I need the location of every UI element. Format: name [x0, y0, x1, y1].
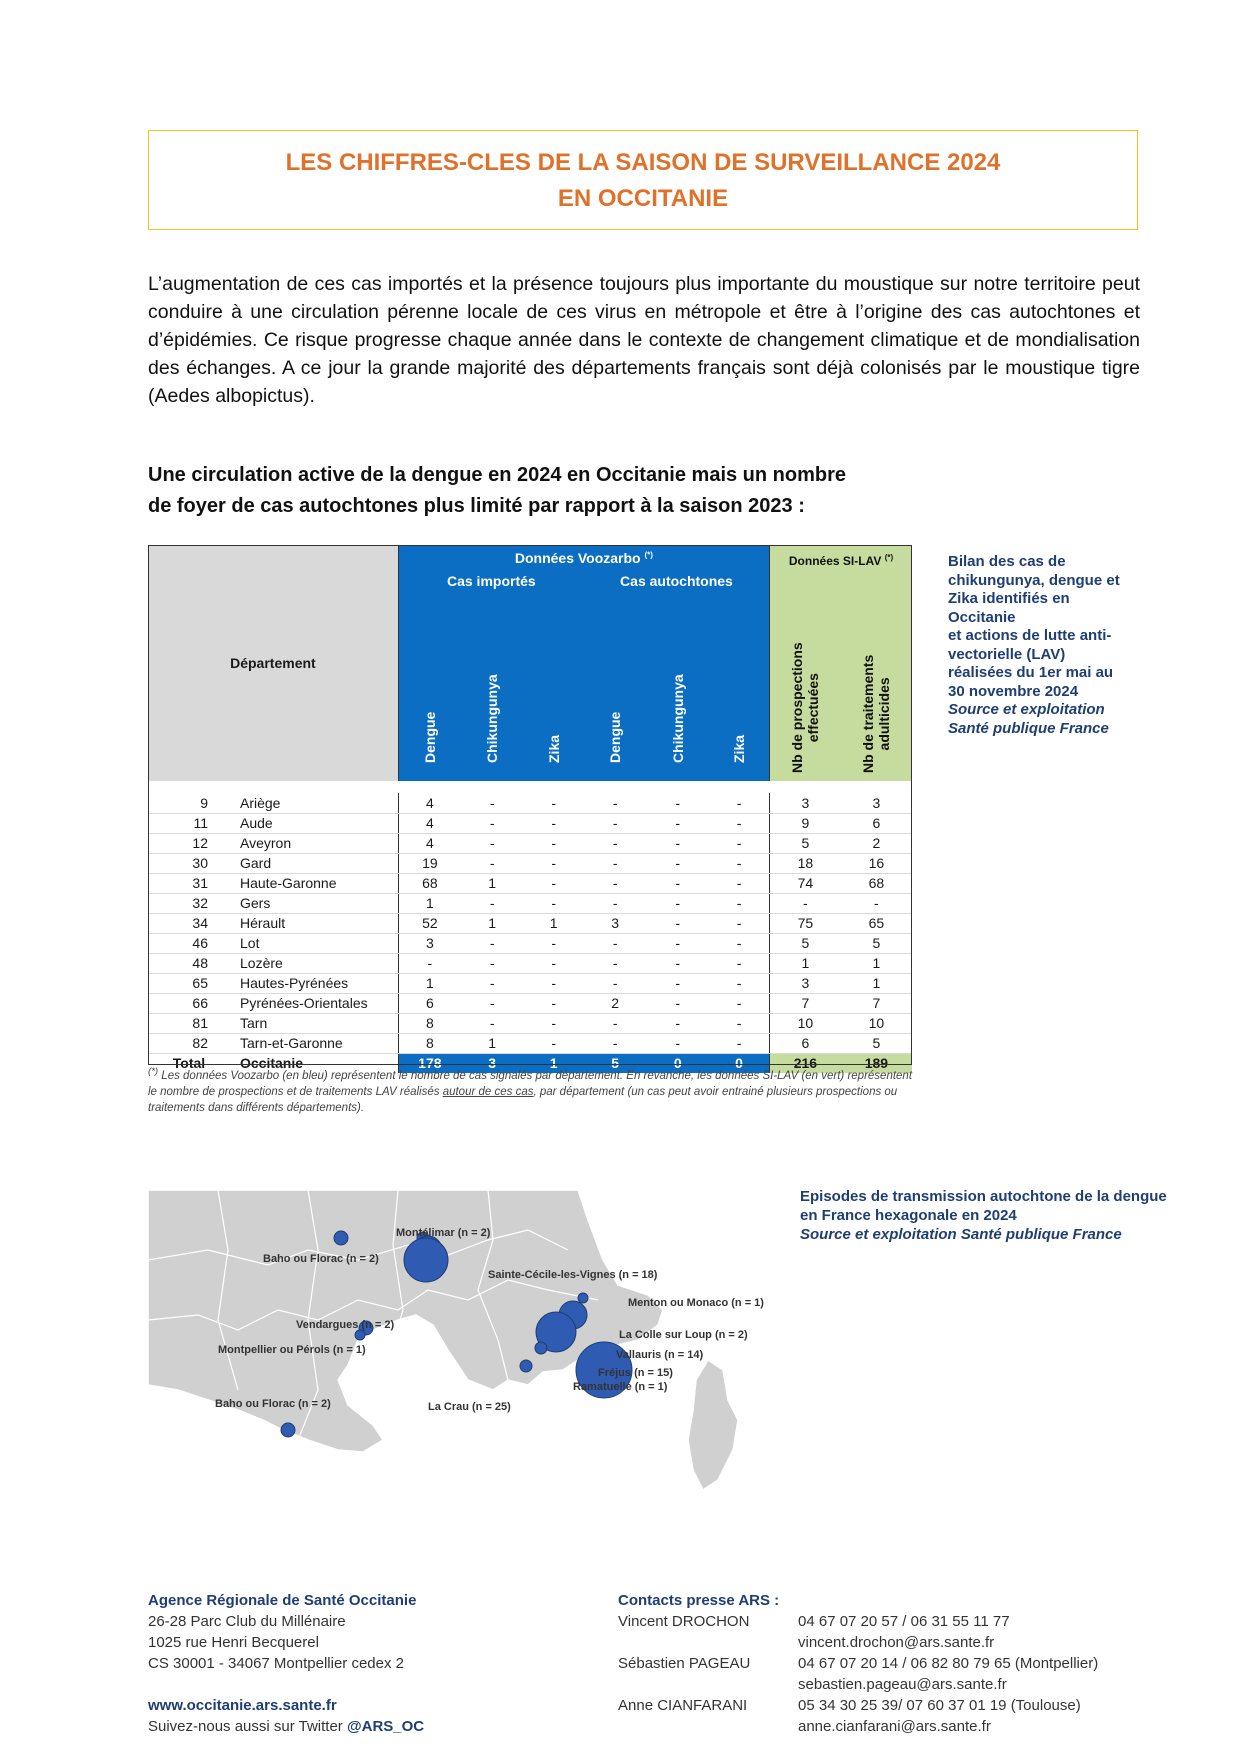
table-cell: 1 — [398, 893, 461, 913]
table-row — [148, 993, 912, 1013]
table-cell: 1 — [461, 873, 524, 893]
table-cell: 1 — [523, 913, 583, 933]
table-cell: - — [646, 953, 709, 973]
table-cell: - — [646, 1013, 709, 1033]
table-cell: - — [709, 953, 770, 973]
col-prospections: Nb de prospections effectuées — [770, 591, 841, 781]
dept-code: 9 — [148, 793, 230, 813]
dept-code: 12 — [148, 833, 230, 853]
dept-name: Gers — [230, 893, 398, 913]
contact-email[interactable]: anne.cianfarani@ars.sante.fr — [798, 1718, 991, 1735]
table-cell: - — [584, 853, 647, 873]
dept-name: Tarn — [230, 1013, 398, 1033]
dept-name: Ariège — [230, 793, 398, 813]
contact-item: Vincent DROCHON 04 67 07 20 57 / 06 31 55 11 77 — [618, 1613, 1010, 1630]
map-label-ramatuelle: Ramatuelle (n = 1) — [573, 1381, 668, 1393]
footer-address — [148, 1590, 608, 1737]
map-label-montelimar: Montélimar (n = 2) — [396, 1227, 491, 1239]
table-cell: - — [646, 933, 709, 953]
table-cell: - — [584, 1013, 647, 1033]
table-cell: 5 — [770, 933, 841, 953]
dept-code: 65 — [148, 973, 230, 993]
map-bubble-baho1 — [334, 1231, 348, 1245]
table-cell: 4 — [398, 833, 461, 853]
table-row — [148, 953, 912, 973]
map-caption: Episodes de transmission autochtone de la dengue en France hexagonale en 2024 Source et exploitation Santé publique France — [800, 1188, 1167, 1243]
table-cell: 5 — [841, 1033, 912, 1053]
table-cell: 8 — [398, 1033, 461, 1053]
dept-code: 32 — [148, 893, 230, 913]
footer-org: Agence Régionale de Santé Occitanie — [148, 1592, 417, 1609]
contact-item: Sébastien PAGEAU 04 67 07 20 14 / 06 82 80 79 65 (Montpellier) — [618, 1655, 1099, 1672]
table-cell: - — [709, 853, 770, 873]
table-cell: 4 — [398, 813, 461, 833]
table-cell: - — [709, 893, 770, 913]
table-cell: - — [709, 1013, 770, 1033]
table-cell: 6 — [398, 993, 461, 1013]
table-cell: - — [709, 833, 770, 853]
dept-code: 31 — [148, 873, 230, 893]
total-cell: 0 — [646, 1053, 709, 1073]
section-heading — [148, 460, 928, 522]
table-cell: 68 — [398, 873, 461, 893]
cases-table — [148, 545, 912, 1073]
section-heading-line2: de foyer de cas autochtones plus limité par rapport à la saison 2023 : — [148, 495, 805, 517]
map-bubble-montpellier — [355, 1330, 365, 1340]
map-bubble-sainte-large — [404, 1238, 448, 1282]
dept-name: Hautes-Pyrénées — [230, 973, 398, 993]
table-cell: 65 — [841, 913, 912, 933]
dept-name: Lot — [230, 933, 398, 953]
table-cell: - — [523, 813, 583, 833]
table-cell: - — [584, 893, 647, 913]
total-label: Total — [148, 1053, 230, 1073]
table-cell: 10 — [770, 1013, 841, 1033]
table-row — [148, 893, 912, 913]
map-label-lacrau: La Crau (n = 25) — [428, 1401, 511, 1413]
table-row — [148, 813, 912, 833]
table-cell: - — [461, 853, 524, 873]
footer-website-link[interactable]: www.occitanie.ars.sante.fr — [148, 1697, 337, 1714]
table-cell: - — [523, 853, 583, 873]
table-cell: 3 — [770, 793, 841, 813]
table-cell: - — [646, 913, 709, 933]
col-zika-imp: Zika — [523, 591, 583, 781]
table-cell: 9 — [770, 813, 841, 833]
table-cell: - — [584, 793, 647, 813]
table-cell: - — [523, 893, 583, 913]
table-cell: 6 — [770, 1033, 841, 1053]
table-cell: 2 — [584, 993, 647, 1013]
col-traitements: Nb de traitements adulticides — [841, 591, 912, 781]
dept-name: Pyrénées-Orientales — [230, 993, 398, 1013]
table-cell: - — [461, 953, 524, 973]
map-bubble-frejus — [535, 1342, 547, 1354]
table-cell: 1 — [461, 1033, 524, 1053]
map-label-baho1: Baho ou Florac (n = 2) — [263, 1253, 379, 1265]
twitter-link[interactable]: @ARS_OC — [346, 1718, 425, 1735]
table-body — [148, 793, 912, 1053]
page-subtitle: EN OCCITANIE — [557, 185, 729, 212]
table-cell: 10 — [841, 1013, 912, 1033]
intro-paragraph: L’augmentation de ces cas importés et la présence toujours plus importante du moustique sur notre territoire peut conduire à une circulation pérenne locale de ces virus en métropole et être à l’origine des cas autochtones et d’épidémies. Ce risque progresse chaque année dans le contexte de changement climatique et de mondialisation des échanges. A ce jour la grande majorité des départements français sont déjà colonisés par le moustique tigre (Aedes albopictus). — [148, 273, 1140, 407]
dept-code: 46 — [148, 933, 230, 953]
contact-item: Anne CIANFARANI 05 34 30 25 39/ 07 60 37 01 19 (Toulouse) — [618, 1697, 1081, 1714]
table-cell: 3 — [841, 793, 912, 813]
table-cell: - — [523, 873, 583, 893]
table-cell: - — [398, 953, 461, 973]
table-cell: 4 — [398, 793, 461, 813]
map-label-baho2: Baho ou Florac (n = 2) — [215, 1398, 331, 1410]
footer-addr: CS 30001 - 34067 Montpellier cedex 2 — [148, 1655, 404, 1672]
table-cell: - — [584, 873, 647, 893]
table-cell: - — [461, 973, 524, 993]
header-silav: Données SI-LAV (*) — [770, 545, 912, 591]
table-cell: - — [523, 793, 583, 813]
table-cell: - — [461, 813, 524, 833]
table-cell: 68 — [841, 873, 912, 893]
table-cell: - — [523, 953, 583, 973]
table-cell: 6 — [841, 813, 912, 833]
header-importes: Cas importés — [398, 571, 584, 591]
table-cell: - — [584, 933, 647, 953]
dept-name: Tarn-et-Garonne — [230, 1033, 398, 1053]
total-cell: 189 — [841, 1053, 912, 1073]
contact-email[interactable]: sebastien.pageau@ars.sante.fr — [798, 1676, 1007, 1693]
footer-addr: 1025 rue Henri Becquerel — [148, 1634, 319, 1651]
table-cell: - — [646, 793, 709, 813]
map-label-montpellier: Montpellier ou Pérols (n = 1) — [218, 1344, 366, 1356]
total-cell: 178 — [398, 1053, 461, 1073]
dept-code: 34 — [148, 913, 230, 933]
table-cell: 3 — [398, 933, 461, 953]
dept-code: 82 — [148, 1033, 230, 1053]
table-cell: - — [646, 893, 709, 913]
table-cell: 52 — [398, 913, 461, 933]
table-row — [148, 833, 912, 853]
total-cell: 3 — [461, 1053, 524, 1073]
table-cell: - — [646, 853, 709, 873]
table-row — [148, 913, 912, 933]
table-cell: - — [461, 1013, 524, 1033]
table-cell: - — [646, 833, 709, 853]
dengue-map — [148, 1190, 788, 1500]
table-cell: 75 — [770, 913, 841, 933]
total-cell: 1 — [523, 1053, 583, 1073]
dept-name: Hérault — [230, 913, 398, 933]
map-label-frejus: Fréjus (n = 15) — [598, 1367, 673, 1379]
table-cell: - — [709, 813, 770, 833]
table-cell: 1 — [770, 953, 841, 973]
map-label-vendargues: Vendargues (n = 2) — [296, 1319, 395, 1331]
footer-contacts — [618, 1590, 1228, 1737]
table-cell: - — [646, 873, 709, 893]
header-autochtones: Cas autochtones — [584, 571, 770, 591]
dept-code: 11 — [148, 813, 230, 833]
table-cell: 5 — [770, 833, 841, 853]
title-box — [148, 130, 1138, 230]
table-cell: - — [841, 893, 912, 913]
table-cell: 18 — [770, 853, 841, 873]
table-cell: - — [709, 973, 770, 993]
table-cell: 7 — [770, 993, 841, 1013]
table-cell: - — [709, 793, 770, 813]
table-caption: Bilan des cas de chikungunya, dengue et Zika identifiés en Occitanie et actions de lutte anti- vectorielle (LAV) réalisées du 1er mai au 30 novembre 2024 Source et exploitation Santé publique France — [948, 553, 1120, 737]
table-cell: - — [709, 873, 770, 893]
dept-code: 81 — [148, 1013, 230, 1033]
table-cell: - — [461, 893, 524, 913]
table-cell: 8 — [398, 1013, 461, 1033]
map-label-vallauris: Vallauris (n = 14) — [616, 1349, 704, 1361]
table-cell: 2 — [841, 833, 912, 853]
col-chik-imp: Chikungunya — [461, 591, 524, 781]
table-cell: - — [646, 813, 709, 833]
table-cell: - — [461, 993, 524, 1013]
table-row — [148, 793, 912, 813]
table-cell: - — [709, 933, 770, 953]
table-cell: - — [709, 1033, 770, 1053]
dept-name: Lozère — [230, 953, 398, 973]
table-cell: - — [646, 973, 709, 993]
table-row — [148, 973, 912, 993]
dept-code: 30 — [148, 853, 230, 873]
dept-code: 66 — [148, 993, 230, 1013]
contacts-title: Contacts presse ARS : — [618, 1592, 780, 1609]
map-bubble-menton — [578, 1293, 588, 1303]
table-cell: 7 — [841, 993, 912, 1013]
col-zika-aut: Zika — [709, 591, 770, 781]
table-cell: - — [523, 993, 583, 1013]
table-cell: - — [461, 833, 524, 853]
table-cell: - — [523, 933, 583, 953]
table-cell: 19 — [398, 853, 461, 873]
table-cell: 74 — [770, 873, 841, 893]
total-cell: 0 — [709, 1053, 770, 1073]
table-cell: - — [646, 993, 709, 1013]
table-cell: - — [584, 1033, 647, 1053]
table-row — [148, 873, 912, 893]
map-label-colle: La Colle sur Loup (n = 2) — [619, 1329, 748, 1341]
table-row — [148, 933, 912, 953]
table-cell: - — [709, 913, 770, 933]
table-cell: 3 — [770, 973, 841, 993]
map-label-menton: Menton ou Monaco (n = 1) — [628, 1297, 764, 1309]
map-bubble-baho2 — [281, 1423, 295, 1437]
contact-email[interactable]: vincent.drochon@ars.sante.fr — [798, 1634, 995, 1651]
table-cell: - — [523, 833, 583, 853]
table-cell: 1 — [841, 953, 912, 973]
table-row — [148, 1033, 912, 1053]
section-heading-line1: Une circulation active de la dengue en 2024 en Occitanie mais un nombre — [148, 464, 847, 486]
total-cell: 5 — [584, 1053, 647, 1073]
dept-name: Haute-Garonne — [230, 873, 398, 893]
table-cell: - — [709, 993, 770, 1013]
table-cell: - — [523, 973, 583, 993]
header-departement: Département — [148, 545, 398, 781]
col-dengue-aut: Dengue — [584, 591, 647, 781]
table-cell: 3 — [584, 913, 647, 933]
table-cell: - — [584, 953, 647, 973]
col-chik-aut: Chikungunya — [646, 591, 709, 781]
table-footnote: (*) Les données Voozarbo (en bleu) représentent le nombre de cas signalés par département. En revanche, les données SI-LAV (en vert) représentent le nombre de prospections et de traitements LAV réalisés autour de ces cas, par département (un cas peut avoir entrainé plusieurs prospections ou traitements dans différents départements). — [148, 1066, 913, 1114]
table-cell: - — [461, 793, 524, 813]
table-cell: 1 — [461, 913, 524, 933]
table-cell: 1 — [841, 973, 912, 993]
dept-name: Aveyron — [230, 833, 398, 853]
table-row — [148, 1013, 912, 1033]
table-cell: - — [584, 973, 647, 993]
table-cell: - — [523, 1013, 583, 1033]
table-cell: 5 — [841, 933, 912, 953]
total-cell: 216 — [770, 1053, 841, 1073]
map-bubble-ramatuelle — [520, 1360, 532, 1372]
table-row — [148, 853, 912, 873]
footer-addr: 26-28 Parc Club du Millénaire — [148, 1613, 346, 1630]
table-cell: - — [584, 833, 647, 853]
dept-code: 48 — [148, 953, 230, 973]
table-cell: - — [646, 1033, 709, 1053]
table-cell: - — [461, 933, 524, 953]
page-title: LES CHIFFRES-CLES DE LA SAISON DE SURVEILLANCE 2024 — [285, 149, 1001, 176]
header-voozarbo: Données Voozarbo (*) — [398, 545, 769, 571]
dept-name: Aude — [230, 813, 398, 833]
total-name: Occitanie — [230, 1053, 398, 1073]
col-dengue-imp: Dengue — [398, 591, 461, 781]
table-cell: - — [770, 893, 841, 913]
table-cell: - — [584, 813, 647, 833]
table-cell: - — [523, 1033, 583, 1053]
table-cell: 16 — [841, 853, 912, 873]
dept-name: Gard — [230, 853, 398, 873]
table-cell: 1 — [398, 973, 461, 993]
footer-twitter: Suivez-nous aussi sur Twitter @ARS_OC — [148, 1718, 425, 1735]
map-label-sainte: Sainte-Cécile-les-Vignes (n = 18) — [488, 1269, 658, 1281]
